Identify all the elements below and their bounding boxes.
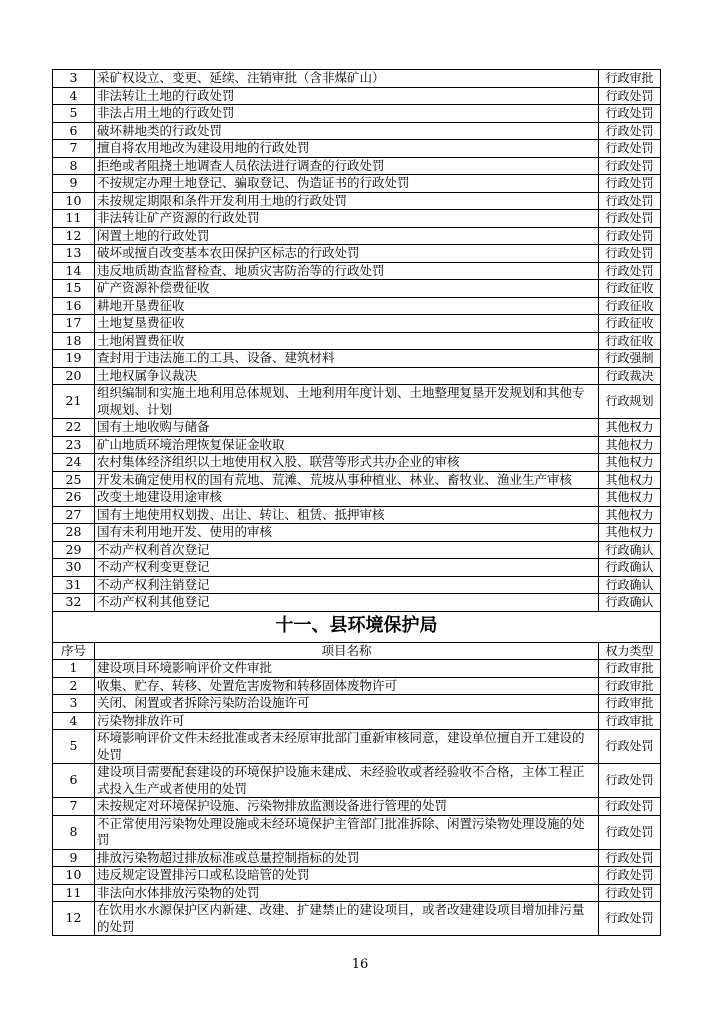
row-item-name: 组织编制和实施土地利用总体规划、土地利用年度计划、土地整理复垦开发规划和其他专项规划、计划 (95, 385, 599, 419)
row-item-name: 破坏耕地类的行政处罚 (95, 122, 599, 140)
table-row (53, 436, 661, 454)
header-no: 序号 (53, 642, 95, 660)
table-row (53, 902, 661, 936)
row-number: 6 (53, 764, 95, 798)
row-number: 9 (53, 849, 95, 867)
row-item-name: 不动产权利变更登记 (95, 559, 599, 577)
row-power-type: 行政征收 (599, 280, 661, 298)
table-row (53, 454, 661, 472)
row-item-name: 国有土地使用权划拨、出让、转让、租赁、抵押审核 (95, 506, 599, 524)
row-number: 7 (53, 140, 95, 158)
row-number: 2 (53, 677, 95, 695)
row-number: 12 (53, 227, 95, 245)
table-row (53, 175, 661, 193)
row-power-type: 行政征收 (599, 315, 661, 333)
row-power-type: 行政审批 (599, 660, 661, 678)
table-row (53, 157, 661, 175)
row-number: 11 (53, 210, 95, 228)
row-number: 15 (53, 280, 95, 298)
row-number: 30 (53, 559, 95, 577)
table-row (53, 332, 661, 350)
row-number: 21 (53, 385, 95, 419)
row-power-type: 其他权力 (599, 471, 661, 489)
row-power-type: 行政处罚 (599, 764, 661, 798)
row-number: 4 (53, 712, 95, 730)
row-power-type: 其他权力 (599, 506, 661, 524)
row-power-type: 行政处罚 (599, 245, 661, 263)
header-name: 项目名称 (95, 642, 599, 660)
table-row (53, 419, 661, 437)
table-row (53, 350, 661, 368)
row-item-name: 排放污染物超过排放标准或总量控制指标的处罚 (95, 849, 599, 867)
row-power-type: 行政强制 (599, 350, 661, 368)
row-item-name: 违反规定设置排污口或私设暗管的处罚 (95, 867, 599, 885)
row-power-type: 行政征收 (599, 332, 661, 350)
row-number: 8 (53, 815, 95, 849)
row-power-type: 其他权力 (599, 489, 661, 507)
row-item-name: 建设项目需要配套建设的环境保护设施未建成、未经验收或者经验收不合格，主体工程正式投入生产或者使用的处罚 (95, 764, 599, 798)
table-row (53, 489, 661, 507)
row-power-type: 行政处罚 (599, 210, 661, 228)
table-row (53, 262, 661, 280)
row-power-type: 行政确认 (599, 576, 661, 594)
row-power-type: 其他权力 (599, 419, 661, 437)
row-number: 14 (53, 262, 95, 280)
row-item-name: 耕地开垦费征收 (95, 297, 599, 315)
power-list-table (52, 69, 661, 936)
table-row (53, 105, 661, 123)
row-power-type: 行政处罚 (599, 867, 661, 885)
row-power-type: 行政处罚 (599, 884, 661, 902)
row-power-type: 其他权力 (599, 436, 661, 454)
row-power-type: 行政处罚 (599, 192, 661, 210)
row-number: 18 (53, 332, 95, 350)
row-number: 6 (53, 122, 95, 140)
row-power-type: 行政处罚 (599, 122, 661, 140)
table-row (53, 594, 661, 612)
row-item-name: 未按规定期限和条件开发利用土地的行政处罚 (95, 192, 599, 210)
table-row (53, 280, 661, 298)
row-item-name: 不动产权利其他登记 (95, 594, 599, 612)
table-row (53, 677, 661, 695)
row-item-name: 未按规定对环境保护设施、污染物排放监测设备进行管理的处罚 (95, 798, 599, 816)
row-number: 5 (53, 105, 95, 123)
row-item-name: 国有未利用地开发、使用的审核 (95, 524, 599, 542)
table-row (53, 559, 661, 577)
row-number: 10 (53, 867, 95, 885)
table-row (53, 867, 661, 885)
row-power-type: 行政处罚 (599, 798, 661, 816)
row-power-type: 行政处罚 (599, 227, 661, 245)
row-power-type: 行政确认 (599, 594, 661, 612)
row-power-type: 行政处罚 (599, 262, 661, 280)
table-row (53, 87, 661, 105)
table-header-row (53, 642, 661, 660)
row-item-name: 土地复垦费征收 (95, 315, 599, 333)
row-item-name: 关闭、闲置或者拆除污染防治设施许可 (95, 695, 599, 713)
row-number: 5 (53, 730, 95, 764)
table-row (53, 712, 661, 730)
row-power-type: 行政确认 (599, 541, 661, 559)
table-row (53, 884, 661, 902)
row-power-type: 行政处罚 (599, 157, 661, 175)
row-number: 19 (53, 350, 95, 368)
table-row (53, 70, 661, 88)
row-number: 26 (53, 489, 95, 507)
row-number: 12 (53, 902, 95, 936)
row-item-name: 非法转让土地的行政处罚 (95, 87, 599, 105)
row-item-name: 不动产权利首次登记 (95, 541, 599, 559)
row-item-name: 非法占用土地的行政处罚 (95, 105, 599, 123)
row-item-name: 不动产权利注销登记 (95, 576, 599, 594)
row-item-name: 擅自将农用地改为建设用地的行政处罚 (95, 140, 599, 158)
row-power-type: 行政审批 (599, 712, 661, 730)
row-power-type: 行政处罚 (599, 175, 661, 193)
row-item-name: 收集、贮存、转移、处置危害废物和转移固体废物许可 (95, 677, 599, 695)
row-item-name: 闲置土地的行政处罚 (95, 227, 599, 245)
row-number: 23 (53, 436, 95, 454)
row-item-name: 土地权属争议裁决 (95, 367, 599, 385)
table-row (53, 210, 661, 228)
row-number: 27 (53, 506, 95, 524)
row-item-name: 非法转让矿产资源的行政处罚 (95, 210, 599, 228)
row-power-type: 行政处罚 (599, 902, 661, 936)
row-item-name: 开发未确定使用权的国有荒地、荒滩、荒坡从事种植业、林业、畜牧业、渔业生产审核 (95, 471, 599, 489)
table-row (53, 815, 661, 849)
row-number: 4 (53, 87, 95, 105)
row-power-type: 行政处罚 (599, 730, 661, 764)
table-row (53, 471, 661, 489)
row-number: 17 (53, 315, 95, 333)
row-item-name: 土地闲置费征收 (95, 332, 599, 350)
row-item-name: 国有土地收购与储备 (95, 419, 599, 437)
table-row (53, 541, 661, 559)
row-number: 8 (53, 157, 95, 175)
table-row (53, 192, 661, 210)
row-number: 3 (53, 70, 95, 88)
row-power-type: 行政审批 (599, 677, 661, 695)
table-row (53, 297, 661, 315)
table-row (53, 730, 661, 764)
table-row (53, 227, 661, 245)
row-power-type: 行政确认 (599, 559, 661, 577)
row-power-type: 行政处罚 (599, 87, 661, 105)
row-number: 25 (53, 471, 95, 489)
header-type: 权力类型 (599, 642, 661, 660)
row-item-name: 农村集体经济组织以土地使用权入股、联营等形式共办企业的审核 (95, 454, 599, 472)
table-row (53, 695, 661, 713)
table-row (53, 524, 661, 542)
section-title: 十一、县环境保护局 (53, 611, 661, 642)
row-number: 28 (53, 524, 95, 542)
row-number: 20 (53, 367, 95, 385)
row-item-name: 矿产资源补偿费征收 (95, 280, 599, 298)
row-power-type: 其他权力 (599, 454, 661, 472)
row-number: 32 (53, 594, 95, 612)
row-item-name: 在饮用水水源保护区内新建、改建、扩建禁止的建设项目，或者改建建设项目增加排污量的处罚 (95, 902, 599, 936)
row-number: 31 (53, 576, 95, 594)
row-number: 29 (53, 541, 95, 559)
row-number: 22 (53, 419, 95, 437)
row-item-name: 不按规定办理土地登记、骗取登记、伪造证书的行政处罚 (95, 175, 599, 193)
row-power-type: 行政规划 (599, 385, 661, 419)
row-item-name: 不正常使用污染物处理设施或未经环境保护主管部门批准拆除、闲置污染物处理设施的处罚 (95, 815, 599, 849)
row-number: 3 (53, 695, 95, 713)
table-row (53, 140, 661, 158)
table-row (53, 798, 661, 816)
row-item-name: 污染物排放许可 (95, 712, 599, 730)
row-item-name: 改变土地建设用途审核 (95, 489, 599, 507)
table-row (53, 367, 661, 385)
row-power-type: 行政审批 (599, 695, 661, 713)
row-item-name: 矿山地质环境治理恢复保证金收取 (95, 436, 599, 454)
row-item-name: 查封用于违法施工的工具、设备、建筑材料 (95, 350, 599, 368)
row-number: 10 (53, 192, 95, 210)
table-row (53, 245, 661, 263)
row-item-name: 非法向水体排放污染物的处罚 (95, 884, 599, 902)
row-power-type: 行政处罚 (599, 140, 661, 158)
row-number: 13 (53, 245, 95, 263)
row-number: 9 (53, 175, 95, 193)
row-number: 7 (53, 798, 95, 816)
page-number: 16 (351, 957, 369, 972)
row-power-type: 其他权力 (599, 524, 661, 542)
row-power-type: 行政处罚 (599, 849, 661, 867)
table-row (53, 576, 661, 594)
row-number: 16 (53, 297, 95, 315)
table-row (53, 764, 661, 798)
table-row (53, 660, 661, 678)
row-number: 24 (53, 454, 95, 472)
row-number: 1 (53, 660, 95, 678)
document-table-area (52, 69, 660, 936)
table-row (53, 849, 661, 867)
row-item-name: 拒绝或者阻挠土地调查人员依法进行调查的行政处罚 (95, 157, 599, 175)
table-row (53, 506, 661, 524)
row-power-type: 行政处罚 (599, 105, 661, 123)
row-item-name: 违反地质勘查监督检查、地质灾害防治等的行政处罚 (95, 262, 599, 280)
row-power-type: 行政处罚 (599, 815, 661, 849)
row-item-name: 采矿权设立、变更、延续、注销审批（含非煤矿山） (95, 70, 599, 88)
row-power-type: 行政征收 (599, 297, 661, 315)
row-item-name: 破坏或擅自改变基本农田保护区标志的行政处罚 (95, 245, 599, 263)
row-number: 11 (53, 884, 95, 902)
row-power-type: 行政裁决 (599, 367, 661, 385)
row-item-name: 环境影响评价文件未经批准或者未经原审批部门重新审核同意，建设单位擅自开工建设的处罚 (95, 730, 599, 764)
table-row (53, 315, 661, 333)
row-item-name: 建设项目环境影响评价文件审批 (95, 660, 599, 678)
row-power-type: 行政审批 (599, 70, 661, 88)
table-row (53, 122, 661, 140)
table-row (53, 385, 661, 419)
